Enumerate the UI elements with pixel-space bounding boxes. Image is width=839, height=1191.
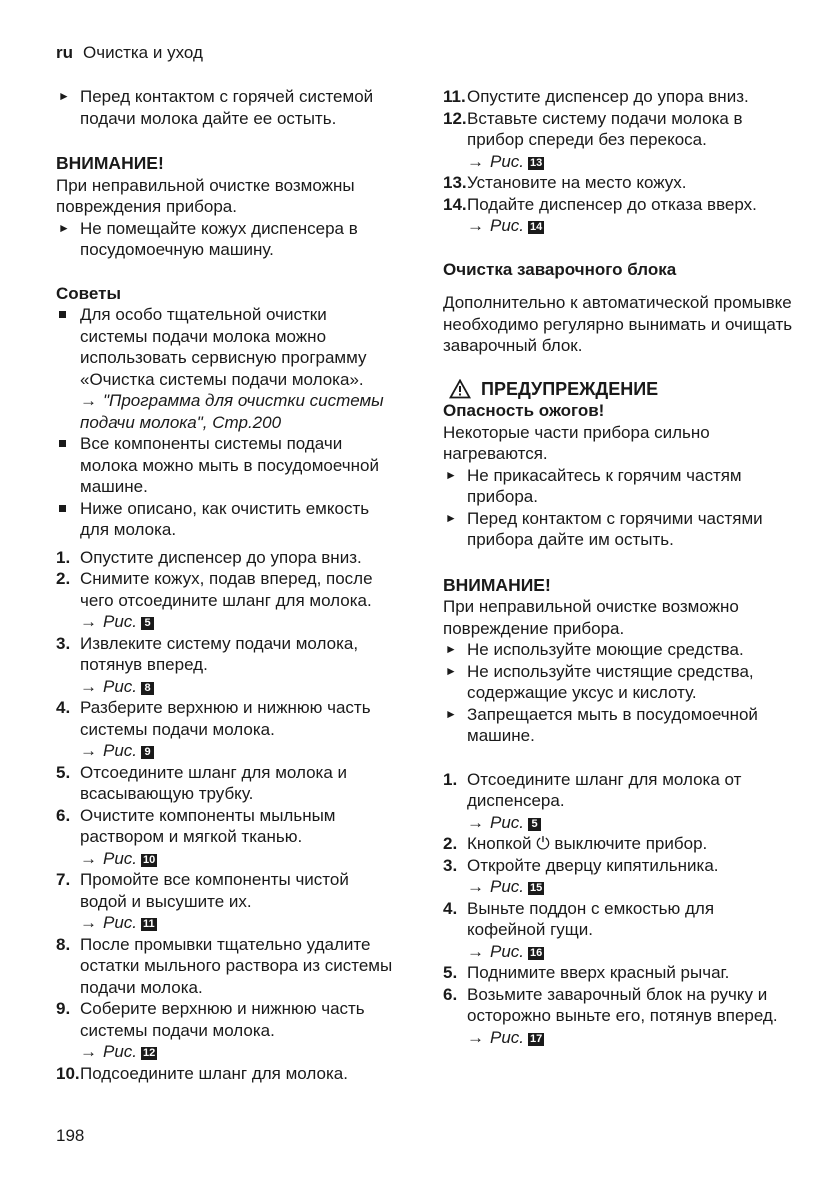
arrow-right-icon: → [80,676,97,696]
figure-number-badge: 14 [530,221,543,233]
step-item [56,805,396,848]
step-text: Вставьте систему подачи молока в прибор спереди без перекоса. [467,108,743,149]
triangle-bullet-icon: ► [445,467,457,482]
step-text: Подсоедините шланг для молока. [80,1063,348,1083]
step-item [56,934,396,999]
step-number: 6. [443,984,458,1004]
step-item [56,547,396,569]
step-text: Откройте дверцу кипятильника. [467,855,719,875]
warning-bullet: ► Не прикасайтесь к горячим частям прибора. [445,465,742,506]
arrow-right-icon: → [80,1042,97,1061]
figure-number-badge: 5 [528,818,541,831]
step-item [56,762,396,805]
caution-text: При неправильной очистке возможно повреждение прибора. [443,597,739,638]
step-number: 14. [443,194,467,214]
section-title: Очистка и уход [83,43,203,62]
step-item [56,697,396,740]
step-item [443,898,793,941]
arrow-right-icon: → [467,1027,484,1047]
step-item [443,769,793,812]
page-header [56,42,203,64]
tip-item: Для особо тщательной очистки системы подачи молока можно использовать сервисную программу «Очистка системы подачи молока». [56,304,396,390]
triangle-bullet-icon: ► [445,706,457,721]
step-item [56,998,396,1041]
figure-label: Рис. [103,913,138,932]
figure-label: Рис. [103,612,138,631]
step-item [56,633,396,676]
step-number: 9. [56,999,71,1018]
step-text: Опустите диспенсер до упора вниз. [80,547,362,567]
warning-triangle-icon [449,379,471,399]
step-number: 5. [56,762,71,782]
warning-text: Некоторые части прибора сильно нагреваются. [443,422,710,463]
brew-unit-text: Дополнительно к автоматической промывке необходимо регулярно вынимать и очищать заварочный блок. [443,293,793,355]
page-number: 198 [56,1126,85,1145]
figure-label: Рис. [490,877,525,896]
figure-reference[interactable] [56,676,396,698]
square-bullet-icon [59,505,66,512]
brew-unit-heading: Очистка заварочного блока [443,259,677,279]
step-text: Извлеките систему подачи молока, потянув вперед. [80,633,359,674]
step-text: Выньте поддон с емкостью для кофейной гущи. [467,898,715,939]
step-text: Опустите диспенсер до упора вниз. [467,87,749,106]
step-text: Снимите кожух, подав вперед, после чего отсоедините шланг для молока. [80,569,373,610]
step-number: 2. [443,834,458,853]
step-number: 1. [443,769,458,789]
figure-label: Рис. [490,812,525,832]
step-number: 8. [56,934,71,954]
right-column [443,86,793,1048]
step-text: Отсоедините шланг для молока от диспенсера. [467,769,742,810]
arrow-right-icon: → [80,741,97,760]
figure-reference[interactable] [443,941,793,963]
figure-number-badge: 16 [530,946,543,959]
step-item [443,172,793,194]
step-text: Возьмите заварочный блок на ручку и осторожно выньте его, потянув вперед. [467,984,778,1025]
figure-number-badge: 11 [143,918,155,930]
step-number: 7. [56,870,71,889]
right-steps-bottom-list [443,769,793,1049]
tip-item: Все компоненты системы подачи молока можно мыть в посудомоечной машине. [56,433,396,498]
figure-label: Рис. [490,1027,525,1047]
step-number: 3. [56,633,71,653]
step-number: 4. [443,898,458,918]
triangle-bullet-icon: ► [445,510,457,525]
figure-reference[interactable] [56,611,396,633]
step-number: 3. [443,855,458,875]
figure-label: Рис. [103,676,138,696]
arrow-right-icon: → [467,151,484,171]
triangle-bullet-icon: ► [445,663,457,678]
step-number: 4. [56,698,71,717]
intro-bullet: ► Перед контактом с горячей системой подачи молока дайте ее остыть. [58,87,374,128]
warning-heading: ПРЕДУПРЕЖДЕНИЕ [449,379,793,401]
figure-number-badge: 10 [143,853,156,866]
figure-label: Рис. [490,941,525,961]
step-text: Отсоедините шланг для молока и всасывающую трубку. [80,762,348,803]
language-code: ru [56,43,73,62]
step-text: Промойте все компоненты чистой водой и высушите их. [80,870,349,911]
figure-number-badge: 5 [141,617,154,630]
figure-reference[interactable] [56,740,396,762]
figure-number-badge: 17 [530,1032,543,1045]
triangle-bullet-icon: ► [445,642,457,656]
triangle-bullet-icon: ► [58,220,70,235]
warning-subtitle: Опасность ожогов! [443,401,605,420]
step-text: Кнопкой ⏻ выключите прибор. [467,834,708,853]
step-item [443,86,793,108]
caution-bullet: ► Не помещайте кожух диспенсера в посудомоечную машину. [58,218,358,259]
step-number: 13. [443,173,467,192]
figure-number-badge: 9 [141,746,154,759]
caution-bullet: ► Не используйте моющие средства. [445,640,744,659]
figure-reference[interactable] [443,215,793,237]
right-steps-top-list [443,86,793,237]
step-item [443,108,793,151]
figure-reference[interactable] [56,1041,396,1063]
figure-reference[interactable] [443,812,793,834]
arrow-right-icon: → [467,877,484,896]
figure-label: Рис. [490,151,525,171]
step-number: 5. [443,963,458,982]
arrow-right-icon: → [80,848,97,868]
figure-reference[interactable] [56,848,396,870]
step-text: Установите на место кожух. [467,173,687,192]
left-column [56,86,396,1084]
step-number: 11. [443,87,466,106]
caution-bullet: ► Запрещается мыть в посудомоечной машине. [445,704,758,745]
figure-number-badge: 13 [530,156,543,169]
figure-label: Рис. [103,741,138,760]
caution-text: При неправильной очистке возможны повреждения прибора. [56,175,355,216]
step-item [56,568,396,611]
tip-reference[interactable]: → "Программа для очистки системы подачи молока", Стр.200 [80,391,384,432]
figure-label: Рис. [490,216,525,235]
caution-heading: ВНИМАНИЕ! [56,153,164,173]
arrow-right-icon: → [80,391,97,410]
step-number: 10. [56,1063,80,1083]
arrow-right-icon: → [467,216,484,235]
step-number: 12. [443,108,467,128]
figure-label: Рис. [103,1042,138,1061]
step-item [443,855,793,877]
step-text: Соберите верхнюю и нижнюю часть системы подачи молока. [80,999,365,1040]
caution-heading: ВНИМАНИЕ! [443,574,551,595]
step-text: Разберите верхнюю и нижнюю часть системы подачи молока. [80,698,371,739]
figure-label: Рис. [103,848,138,868]
left-steps-list [56,547,396,1085]
step-text: Подайте диспенсер до отказа вверх. [467,194,757,214]
step-number: 6. [56,805,71,825]
arrow-right-icon: → [467,812,484,832]
figure-number-badge: 8 [141,682,154,695]
triangle-bullet-icon: ► [58,89,70,103]
step-text: Поднимите вверх красный рычаг. [467,963,730,982]
arrow-right-icon: → [80,913,97,932]
step-text: Очистите компоненты мыльным раствором и мягкой тканью. [80,805,336,846]
figure-reference[interactable] [443,876,793,898]
step-item [56,869,396,912]
warning-bullet: ► Перед контактом с горячими частями прибора дайте им остыть. [445,508,763,549]
step-text: После промывки тщательно удалите остатки мыльного раствора из системы подачи молока. [80,934,393,997]
step-item [443,833,793,855]
figure-number-badge: 12 [143,1047,156,1059]
step-item [443,962,793,984]
step-item [443,984,793,1027]
caution-bullet: ► Не используйте чистящие средства, содержащие уксус и кислоту. [445,661,754,702]
figure-reference[interactable] [56,912,396,934]
step-number: 1. [56,547,71,567]
figure-reference[interactable] [443,1027,793,1049]
arrow-right-icon: → [467,941,484,961]
step-item [443,194,793,216]
square-bullet-icon [59,311,66,318]
figure-reference[interactable] [443,151,793,173]
tip-item: Ниже описано, как очистить емкость для молока. [56,498,396,541]
square-bullet-icon [59,440,66,447]
step-number: 2. [56,569,71,588]
step-item [56,1063,396,1085]
figure-number-badge: 15 [530,882,543,894]
arrow-right-icon: → [80,612,97,631]
tips-heading: Советы [56,283,121,303]
